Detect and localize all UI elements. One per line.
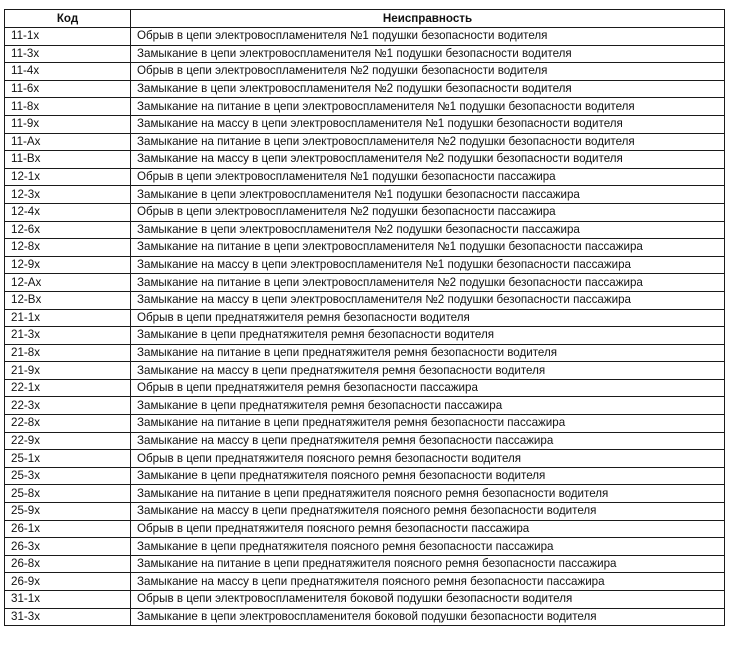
fault-description-cell: Обрыв в цепи электровоспламенителя №1 подушки безопасности пассажира [131, 168, 725, 186]
fault-description-cell: Замыкание в цепи преднатяжителя поясного ремня безопасности пассажира [131, 538, 725, 556]
fault-description-cell: Замыкание на питание в цепи электровоспламенителя №2 подушки безопасности водителя [131, 133, 725, 151]
fault-code-cell: 26-8x [5, 555, 131, 573]
fault-description-cell: Замыкание на массу в цепи электровоспламенителя №2 подушки безопасности водителя [131, 151, 725, 169]
fault-description-cell: Замыкание в цепи преднатяжителя поясного ремня безопасности водителя [131, 467, 725, 485]
table-row [5, 432, 725, 450]
table-row [5, 344, 725, 362]
table-body [5, 28, 725, 626]
fault-description-cell: Замыкание на массу в цепи электровоспламенителя №2 подушки безопасности пассажира [131, 291, 725, 309]
table-row [5, 485, 725, 503]
table-row [5, 362, 725, 380]
table-row [5, 291, 725, 309]
fault-code-cell: 11-Ax [5, 133, 131, 151]
header-row [5, 10, 725, 28]
table-row [5, 573, 725, 591]
fault-description-cell: Замыкание на питание в цепи преднатяжителя ремня безопасности пассажира [131, 415, 725, 433]
fault-description-cell: Замыкание на массу в цепи преднатяжителя ремня безопасности водителя [131, 362, 725, 380]
fault-description-cell: Обрыв в цепи преднатяжителя поясного ремня безопасности пассажира [131, 520, 725, 538]
table-row [5, 256, 725, 274]
table-row [5, 221, 725, 239]
table-row [5, 415, 725, 433]
fault-code-cell: 26-1x [5, 520, 131, 538]
fault-code-cell: 11-8x [5, 98, 131, 116]
fault-description-cell: Замыкание на массу в цепи преднатяжителя ремня безопасности пассажира [131, 432, 725, 450]
table-row [5, 28, 725, 46]
table-row [5, 467, 725, 485]
table-row [5, 133, 725, 151]
fault-code-cell: 22-8x [5, 415, 131, 433]
fault-code-cell: 11-6x [5, 80, 131, 98]
fault-description-cell: Замыкание в цепи электровоспламенителя №2 подушки безопасности пассажира [131, 221, 725, 239]
fault-code-cell: 21-8x [5, 344, 131, 362]
table-row [5, 327, 725, 345]
fault-description-cell: Обрыв в цепи электровоспламенителя №2 подушки безопасности пассажира [131, 203, 725, 221]
table-row [5, 538, 725, 556]
fault-code-cell: 22-1x [5, 379, 131, 397]
table-row [5, 397, 725, 415]
fault-code-cell: 25-8x [5, 485, 131, 503]
fault-code-cell: 12-1x [5, 168, 131, 186]
fault-description-cell: Замыкание в цепи преднатяжителя ремня безопасности водителя [131, 327, 725, 345]
fault-code-cell: 11-Bx [5, 151, 131, 169]
fault-description-cell: Замыкание на питание в цепи электровоспламенителя №1 подушки безопасности водителя [131, 98, 725, 116]
fault-code-cell: 26-3x [5, 538, 131, 556]
header-fault: Неисправность [131, 10, 725, 28]
table-header [5, 10, 725, 28]
fault-code-cell: 22-9x [5, 432, 131, 450]
table-row [5, 63, 725, 81]
fault-code-cell: 26-9x [5, 573, 131, 591]
fault-description-cell: Замыкание на массу в цепи преднатяжителя поясного ремня безопасности водителя [131, 503, 725, 521]
fault-code-cell: 12-Bx [5, 291, 131, 309]
fault-code-cell: 12-Ax [5, 274, 131, 292]
fault-description-cell: Замыкание на питание в цепи электровоспламенителя №1 подушки безопасности пассажира [131, 239, 725, 257]
fault-code-cell: 21-1x [5, 309, 131, 327]
fault-description-cell: Обрыв в цепи электровоспламенителя №2 подушки безопасности водителя [131, 63, 725, 81]
table-row [5, 555, 725, 573]
fault-code-cell: 11-3x [5, 45, 131, 63]
table-row [5, 45, 725, 63]
fault-code-cell: 12-8x [5, 239, 131, 257]
fault-description-cell: Обрыв в цепи преднатяжителя поясного ремня безопасности водителя [131, 450, 725, 468]
table-row [5, 115, 725, 133]
fault-description-cell: Обрыв в цепи преднатяжителя ремня безопасности водителя [131, 309, 725, 327]
table-row [5, 168, 725, 186]
fault-code-cell: 11-1x [5, 28, 131, 46]
fault-description-cell: Замыкание в цепи электровоспламенителя №2 подушки безопасности водителя [131, 80, 725, 98]
table-row [5, 151, 725, 169]
table-row [5, 186, 725, 204]
table-row [5, 203, 725, 221]
table-row [5, 379, 725, 397]
fault-code-cell: 31-1x [5, 591, 131, 609]
table-row [5, 239, 725, 257]
fault-code-cell: 21-9x [5, 362, 131, 380]
fault-description-cell: Замыкание на питание в цепи электровоспламенителя №2 подушки безопасности пассажира [131, 274, 725, 292]
table-row [5, 608, 725, 626]
fault-description-cell: Обрыв в цепи преднатяжителя ремня безопасности пассажира [131, 379, 725, 397]
fault-description-cell: Замыкание на питание в цепи преднатяжителя ремня безопасности водителя [131, 344, 725, 362]
fault-code-cell: 11-4x [5, 63, 131, 81]
fault-description-cell: Замыкание на питание в цепи преднатяжителя поясного ремня безопасности пассажира [131, 555, 725, 573]
fault-code-cell: 21-3x [5, 327, 131, 345]
fault-code-cell: 12-4x [5, 203, 131, 221]
table-row [5, 274, 725, 292]
fault-code-cell: 12-9x [5, 256, 131, 274]
table-row [5, 80, 725, 98]
fault-code-cell: 22-3x [5, 397, 131, 415]
table-row [5, 520, 725, 538]
fault-description-cell: Замыкание в цепи электровоспламенителя №1 подушки безопасности водителя [131, 45, 725, 63]
header-code: Код [5, 10, 131, 28]
fault-code-table [4, 9, 725, 626]
table-row [5, 503, 725, 521]
fault-code-cell: 11-9x [5, 115, 131, 133]
fault-description-cell: Замыкание в цепи электровоспламенителя боковой подушки безопасности водителя [131, 608, 725, 626]
fault-description-cell: Замыкание на массу в цепи электровоспламенителя №1 подушки безопасности пассажира [131, 256, 725, 274]
table-row [5, 450, 725, 468]
fault-code-cell: 25-1x [5, 450, 131, 468]
table-row [5, 591, 725, 609]
fault-description-cell: Замыкание на массу в цепи преднатяжителя поясного ремня безопасности пассажира [131, 573, 725, 591]
fault-description-cell: Замыкание в цепи электровоспламенителя №1 подушки безопасности пассажира [131, 186, 725, 204]
fault-description-cell: Обрыв в цепи электровоспламенителя боковой подушки безопасности водителя [131, 591, 725, 609]
fault-description-cell: Замыкание в цепи преднатяжителя ремня безопасности пассажира [131, 397, 725, 415]
fault-code-cell: 12-3x [5, 186, 131, 204]
fault-code-cell: 25-3x [5, 467, 131, 485]
fault-description-cell: Обрыв в цепи электровоспламенителя №1 подушки безопасности водителя [131, 28, 725, 46]
fault-code-cell: 31-3x [5, 608, 131, 626]
fault-code-cell: 25-9x [5, 503, 131, 521]
table-row [5, 98, 725, 116]
fault-description-cell: Замыкание на питание в цепи преднатяжителя поясного ремня безопасности водителя [131, 485, 725, 503]
fault-description-cell: Замыкание на массу в цепи электровоспламенителя №1 подушки безопасности водителя [131, 115, 725, 133]
fault-code-cell: 12-6x [5, 221, 131, 239]
table-row [5, 309, 725, 327]
